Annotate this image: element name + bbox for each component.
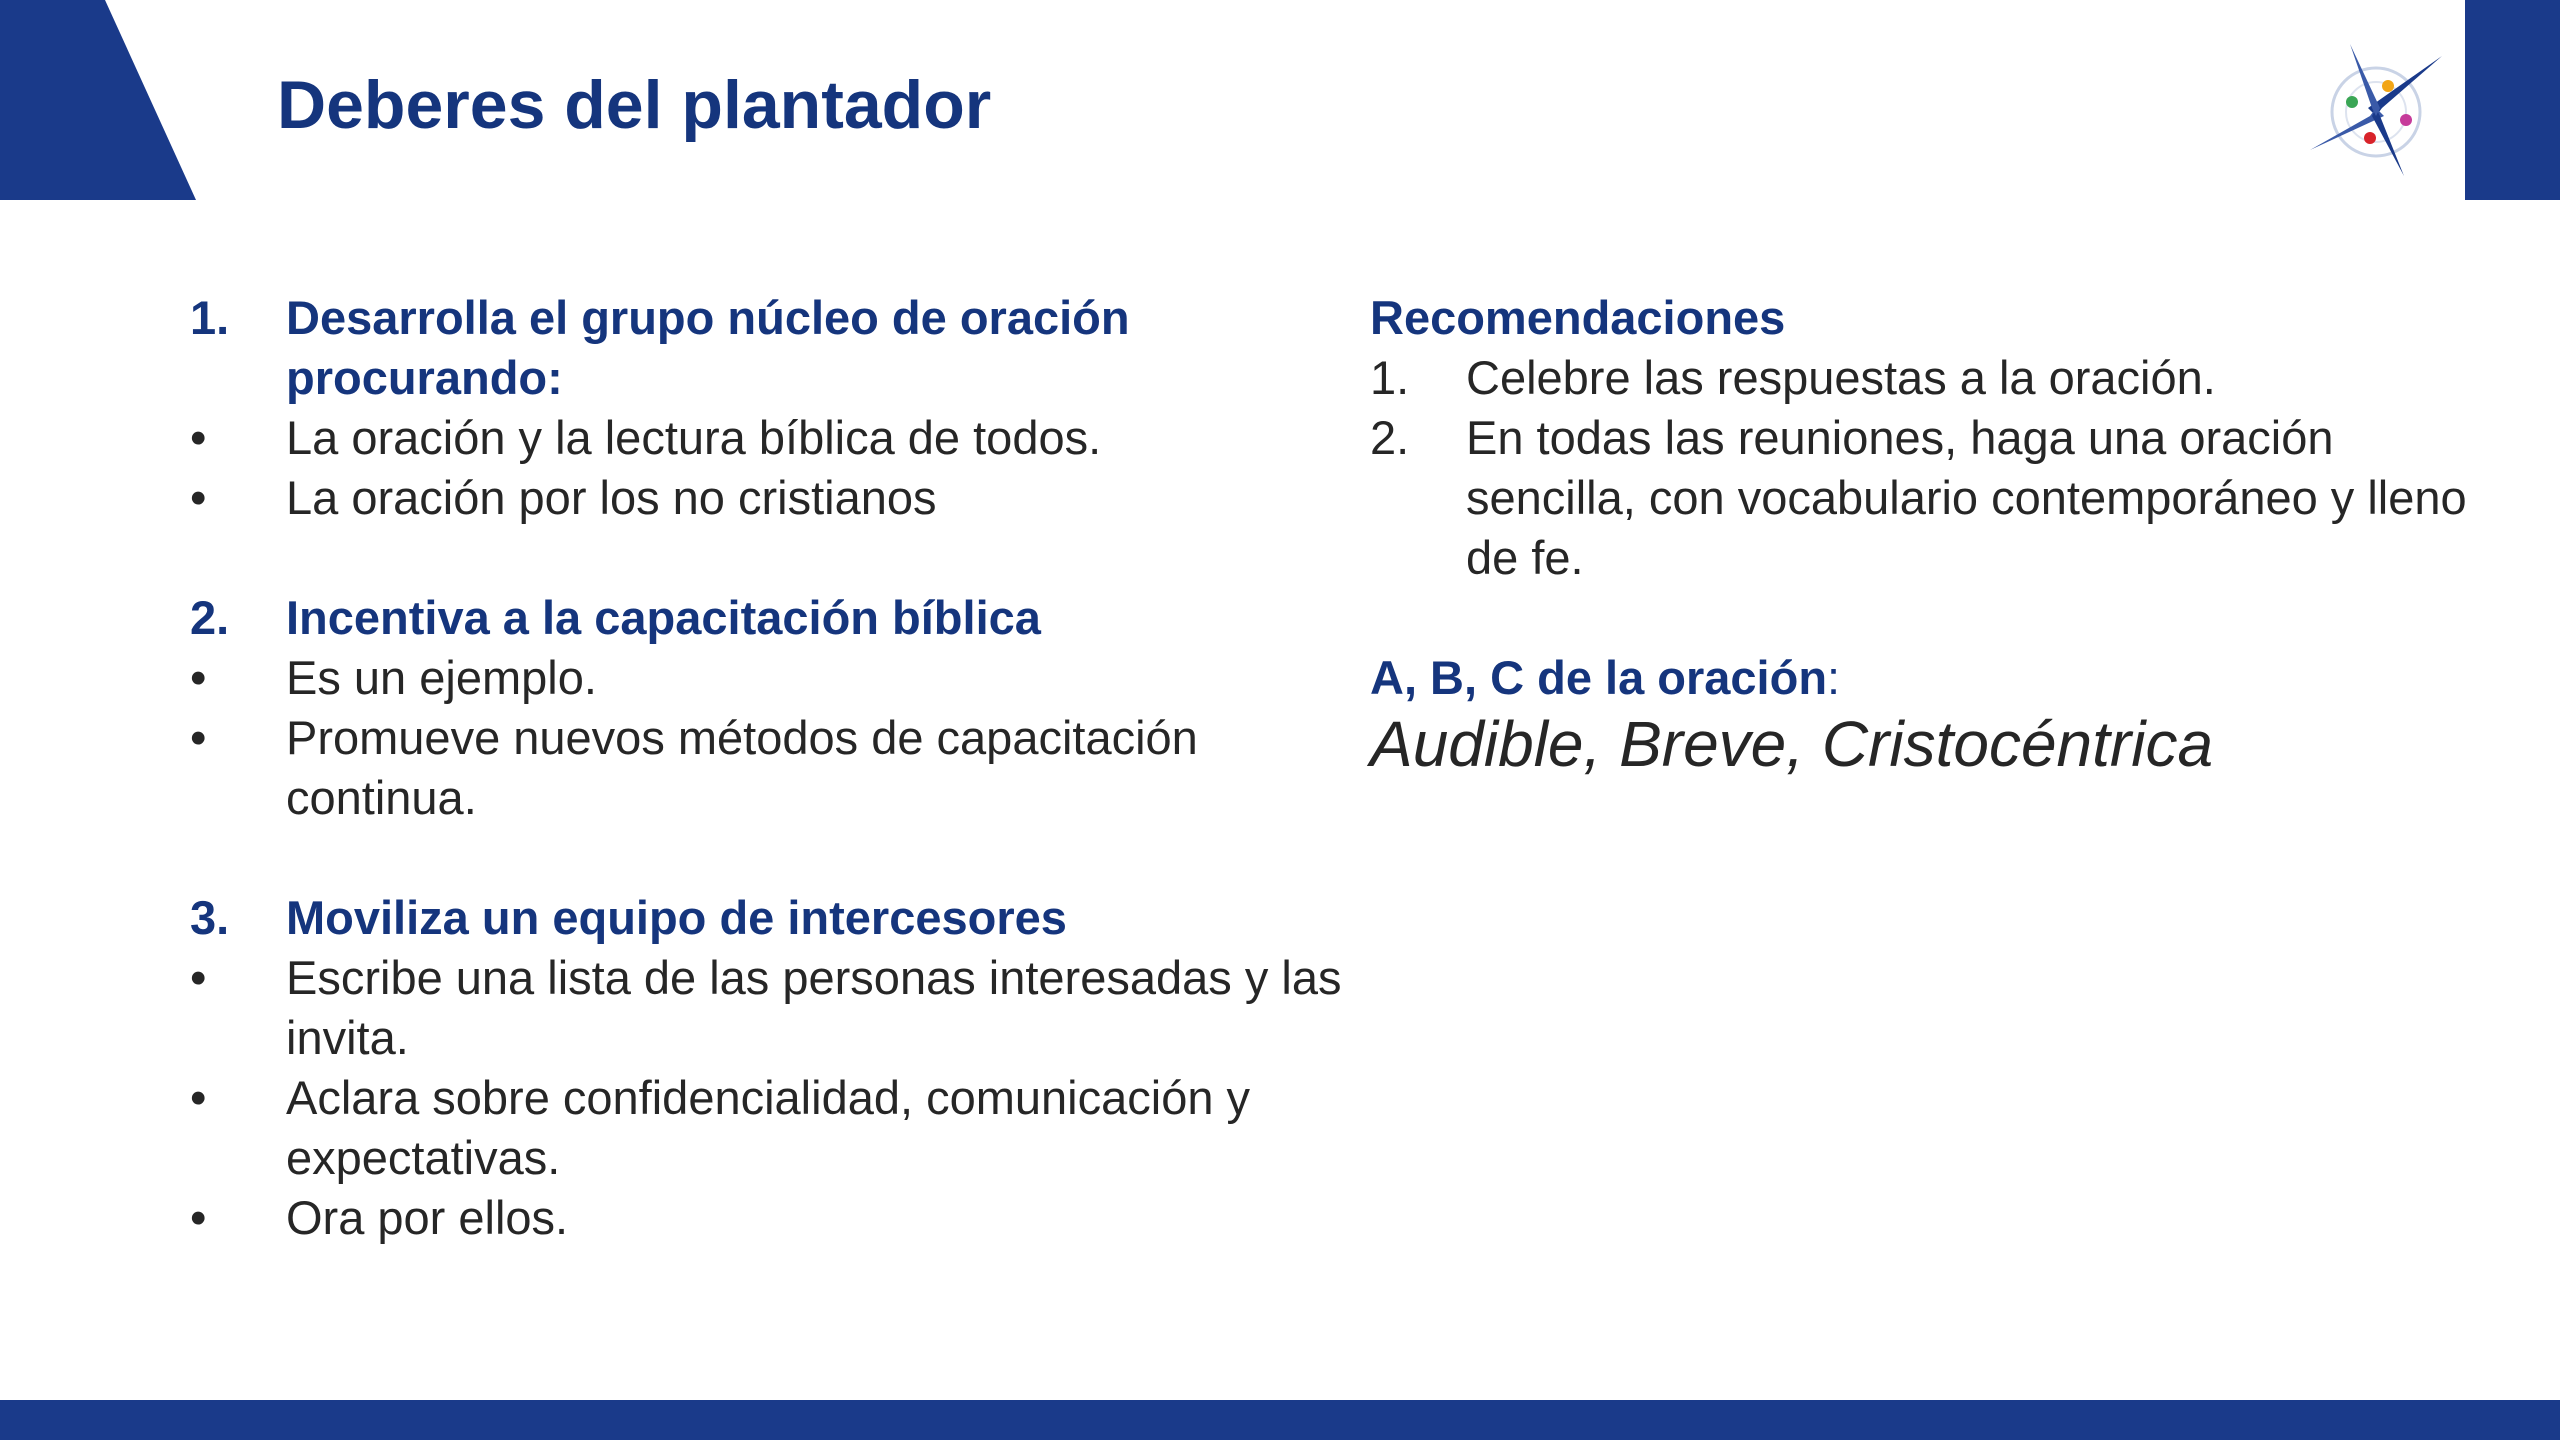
section-3-bullet-3 [190, 1188, 1350, 1248]
bullet-marker: • [190, 1191, 207, 1244]
recomendaciones-title: Recomendaciones [1370, 291, 1786, 344]
bullet-text: Aclara sobre confidencialidad, comunicación y expectativas. [286, 1071, 1251, 1184]
bullet-text: Es un ejemplo. [286, 651, 597, 704]
abc-line: Audible, Breve, Cristocéntrica [1370, 708, 2214, 780]
section-1-bullet-1 [190, 408, 1350, 468]
abc-heading [1370, 648, 2470, 708]
bullet-marker: • [190, 711, 207, 764]
bullet-marker: • [190, 1071, 207, 1124]
section-3-number: 3. [190, 891, 230, 944]
section-2-bullet-1 [190, 648, 1350, 708]
section-1-number: 1. [190, 291, 230, 344]
abc-colon: : [1827, 651, 1841, 704]
corner-decoration-left [0, 0, 200, 200]
bullet-marker: • [190, 951, 207, 1004]
corner-decoration-right [2465, 0, 2560, 200]
section-2-number: 2. [190, 591, 230, 644]
item-text: Celebre las respuestas a la oración. [1466, 351, 2216, 404]
bullet-text: La oración por los no cristianos [286, 471, 937, 524]
right-column [1370, 288, 2470, 786]
section-3-bullet-2 [190, 1068, 1350, 1188]
footer-bar [0, 1400, 2560, 1440]
item-number: 2. [1370, 411, 1410, 464]
section-2-bullet-2 [190, 708, 1350, 828]
section-2-title: Incentiva a la capacitación bíblica [286, 591, 1041, 644]
left-column [190, 288, 1350, 1248]
bullet-text: La oración y la lectura bíblica de todos. [286, 411, 1102, 464]
compass-star-icon [2302, 38, 2450, 186]
bullet-marker: • [190, 651, 207, 704]
section-1-bullet-2 [190, 468, 1350, 528]
section-3-title: Moviliza un equipo de intercesores [286, 891, 1067, 944]
item-text: En todas las reuniones, haga una oración sencilla, con vocabulario contemporáneo y lleno de fe. [1466, 411, 2467, 584]
item-number: 1. [1370, 351, 1410, 404]
bullet-text: Ora por ellos. [286, 1191, 569, 1244]
section-1-title: Desarrolla el grupo núcleo de oración procurando: [286, 291, 1130, 404]
section-3-heading [190, 888, 1350, 948]
section-1-heading [190, 288, 1350, 408]
bullet-text: Escribe una lista de las personas interesadas y las invita. [286, 951, 1342, 1064]
bullet-marker: • [190, 471, 207, 524]
recomendacion-item-1 [1370, 348, 2470, 408]
slide-title: Deberes del plantador [277, 67, 992, 143]
abc-title: A, B, C de la oración [1370, 651, 1828, 704]
section-2-heading [190, 588, 1350, 648]
recomendacion-item-2 [1370, 408, 2470, 588]
bullet-text: Promueve nuevos métodos de capacitación continua. [286, 711, 1198, 824]
section-3-bullet-1 [190, 948, 1350, 1068]
bullet-marker: • [190, 411, 207, 464]
